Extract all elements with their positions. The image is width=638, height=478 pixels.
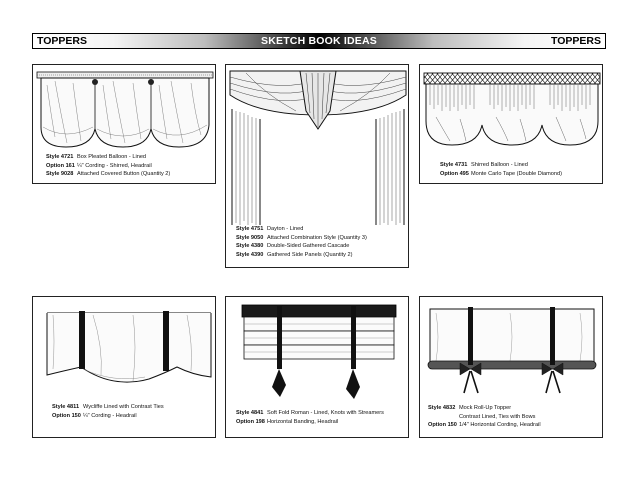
streamer-knot-icon: [346, 369, 360, 399]
spec-list: [236, 225, 367, 259]
roll-up-cording: [428, 361, 596, 369]
spec-row: [236, 251, 367, 260]
panel-shirred-balloon: [419, 64, 603, 184]
option-description: Monte Carlo Tape (Double Diamond): [471, 170, 562, 177]
style-code: Style 4841: [236, 410, 264, 416]
covered-button-icon: [148, 79, 154, 85]
style-description: Attached Combination Style (Quantity 3): [267, 234, 367, 241]
spec-row: [428, 413, 541, 422]
spec-row: [236, 234, 367, 243]
spec-row: [428, 404, 541, 413]
page-header-bar: [32, 33, 606, 49]
tie-strap: [351, 305, 356, 369]
spec-row: [236, 225, 367, 234]
option-code: Option 495: [440, 170, 469, 177]
tie-strap: [277, 305, 282, 369]
spec-list: [440, 161, 562, 178]
style-description: Box Pleated Balloon - Lined: [77, 154, 147, 160]
spec-row: [46, 153, 170, 162]
style-description: Dayton - Lined: [267, 226, 304, 232]
spec-row: [440, 170, 562, 179]
panel-box-pleated-balloon: [32, 64, 216, 184]
spec-row: [236, 418, 384, 427]
panel-mock-roll-up: [419, 296, 603, 438]
header-right-label: TOPPERS: [551, 35, 601, 47]
style-description: Contrast Lined, Ties with Bows: [459, 413, 536, 420]
panel-soft-fold-roman: [225, 296, 409, 438]
spec-list: [52, 403, 164, 420]
style-description: Wycliffe Lined with Contrast Ties: [83, 404, 164, 410]
tie-strap: [550, 307, 555, 365]
style-code: Style 4721: [46, 154, 74, 160]
style-description: Double-Sided Gathered Cascade: [267, 243, 350, 250]
streamer-knot-icon: [272, 369, 286, 397]
option-code: Option 150: [52, 412, 81, 419]
style-description: Gathered Side Panels (Quantity 2): [267, 251, 353, 258]
style-description: Attached Covered Button (Quantity 2): [77, 171, 171, 178]
spec-row: [46, 162, 170, 171]
style-code: Style 4832: [428, 405, 456, 411]
style-code: Style 4751: [236, 226, 264, 232]
spec-row: [46, 170, 170, 179]
contrast-tie: [79, 311, 85, 369]
option-description: ¼" Cording - Shirred, Headrail: [77, 162, 152, 169]
option-code: Option 161: [46, 162, 75, 169]
header-left-label: TOPPERS: [37, 35, 87, 47]
option-description: ¼" Cording - Headrail: [83, 412, 137, 419]
style-code: Style 9028: [46, 171, 74, 178]
style-code: Style 4390: [236, 251, 264, 258]
tie-strap: [468, 307, 473, 365]
option-code: Option 198: [236, 418, 265, 425]
spec-row: [52, 403, 164, 412]
spec-list: [46, 153, 170, 179]
style-description: Soft Fold Roman - Lined, Knots with Streamers: [267, 410, 384, 416]
style-code: Style 4811: [52, 404, 80, 410]
spec-row: [236, 409, 384, 418]
option-description: 1/4" Horizontal Cording, Headrail: [459, 422, 541, 429]
style-description: Shirred Balloon - Lined: [471, 162, 528, 168]
spec-row: [52, 412, 164, 421]
spec-list: [236, 409, 384, 426]
header-title: SKETCH BOOK IDEAS: [261, 35, 377, 47]
contrast-tie: [163, 311, 169, 371]
spec-row: [440, 161, 562, 170]
style-code: Style 4380: [236, 243, 264, 250]
option-code: Option 150: [428, 422, 457, 429]
panel-wycliffe: [32, 296, 216, 438]
horizontal-banding: [242, 305, 396, 317]
diamond-tape: [424, 73, 600, 84]
spec-list: [428, 404, 541, 430]
style-code: Style 9050: [236, 234, 264, 241]
style-description: Mock Roll-Up Topper: [459, 405, 512, 411]
covered-button-icon: [92, 79, 98, 85]
option-description: Horizontal Banding, Headrail: [267, 418, 339, 425]
style-code: Style 4731: [440, 162, 468, 168]
spec-row: [236, 242, 367, 251]
spec-row: [428, 421, 541, 430]
panel-dayton-swag: [225, 64, 409, 268]
